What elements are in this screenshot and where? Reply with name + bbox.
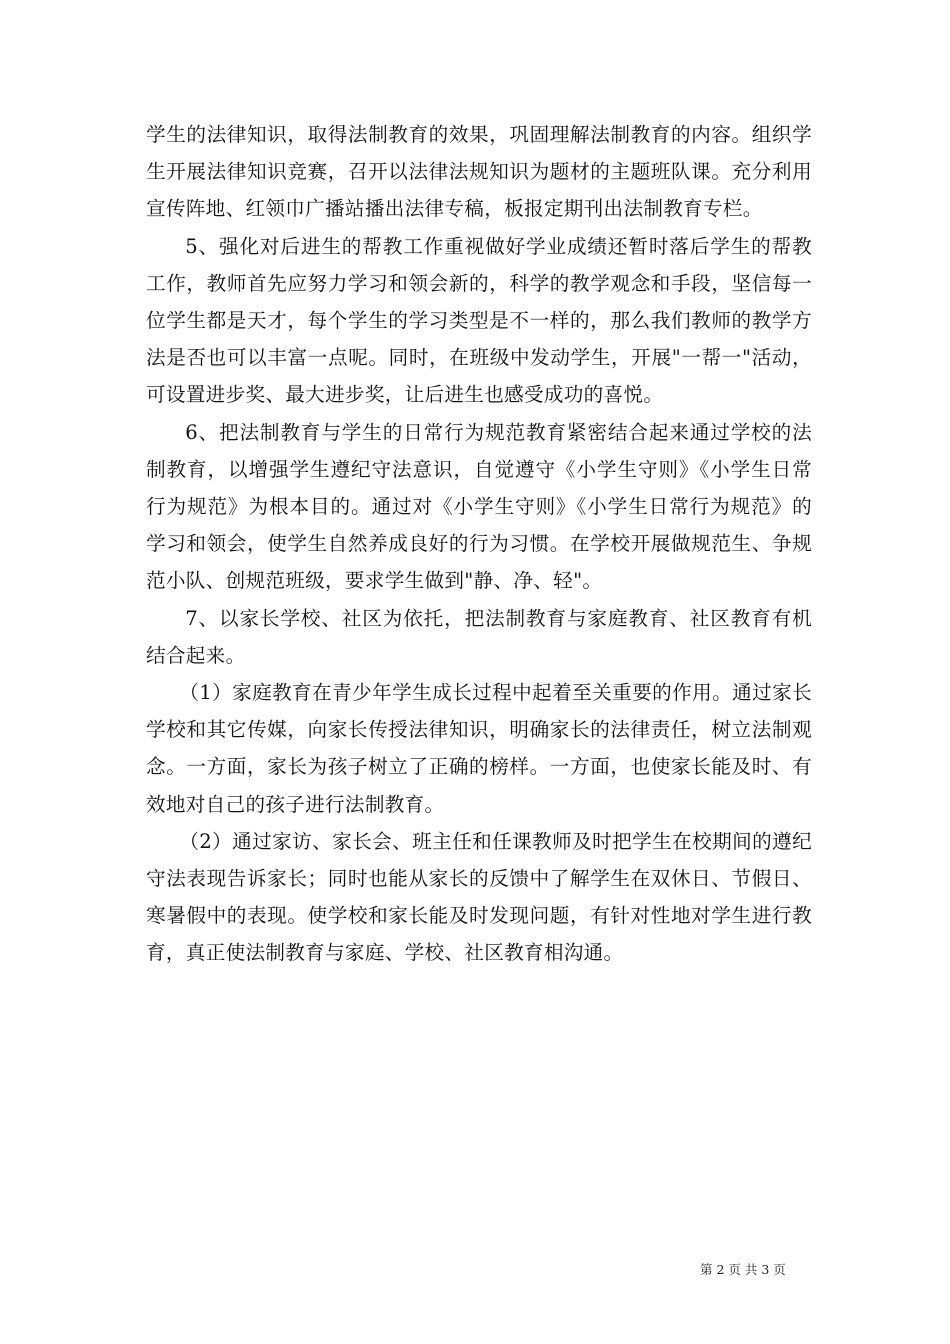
paragraph-item-5: 5、强化对后进生的帮教工作重视做好学业成绩还暂时落后学生的帮教工作，教师首先应努力学习和领会新的，科学的教学观念和手段，坚信每一位学生都是天才，每个学生的学习类型是不一样的，那么我们教师的教学方法是否也可以丰富一点呢。同时，在班级中发动学生，开展"一帮一"活动，可设置进步奖、最大进步奖，让后进生也感受成功的喜悦。 <box>146 234 812 407</box>
paragraph-item-7: 7、以家长学校、社区为依托，把法制教育与家庭教育、社区教育有机结合起来。 <box>146 606 812 667</box>
paragraph-item-6: 6、把法制教育与学生的日常行为规范教育紧密结合起来通过学校的法制教育，以增强学生遵纪守法意识，自觉遵守《小学生守则》《小学生日常行为规范》为根本目的。通过对《小学生守则》《小学生日常行为规范》的学习和领会，使学生自然养成良好的行为习惯。在学校开展做规范生、争规范小队、创规范班级，要求学生做到"静、净、轻"。 <box>146 420 812 593</box>
paragraph-continuation: 学生的法律知识，取得法制教育的效果，巩固理解法制教育的内容。组织学生开展法律知识竞赛，召开以法律法规知识为题材的主题班队课。充分利用宣传阵地、红领巾广播站播出法律专稿，板报定期刊出法制教育专栏。 <box>146 123 812 221</box>
page-number-footer: 第 2 页 共 3 页 <box>700 1262 786 1277</box>
paragraph-sub-item-2: （2）通过家访、家长会、班主任和任课教师及时把学生在校期间的遵纪守法表现告诉家长；同时也能从家长的反馈中了解学生在双休日、节假日、寒暑假中的表现。使学校和家长能及时发现问题，有针对性地对学生进行教育，真正使法制教育与家庭、学校、社区教育相沟通。 <box>146 829 812 965</box>
document-body <box>146 116 812 972</box>
paragraph-sub-item-1: （1）家庭教育在青少年学生成长过程中起着至关重要的作用。通过家长学校和其它传媒，向家长传授法律知识，明确家长的法律责任，树立法制观念。一方面，家长为孩子树立了正确的榜样。一方面，也使家长能及时、有效地对自己的孩子进行法制教育。 <box>146 681 812 816</box>
